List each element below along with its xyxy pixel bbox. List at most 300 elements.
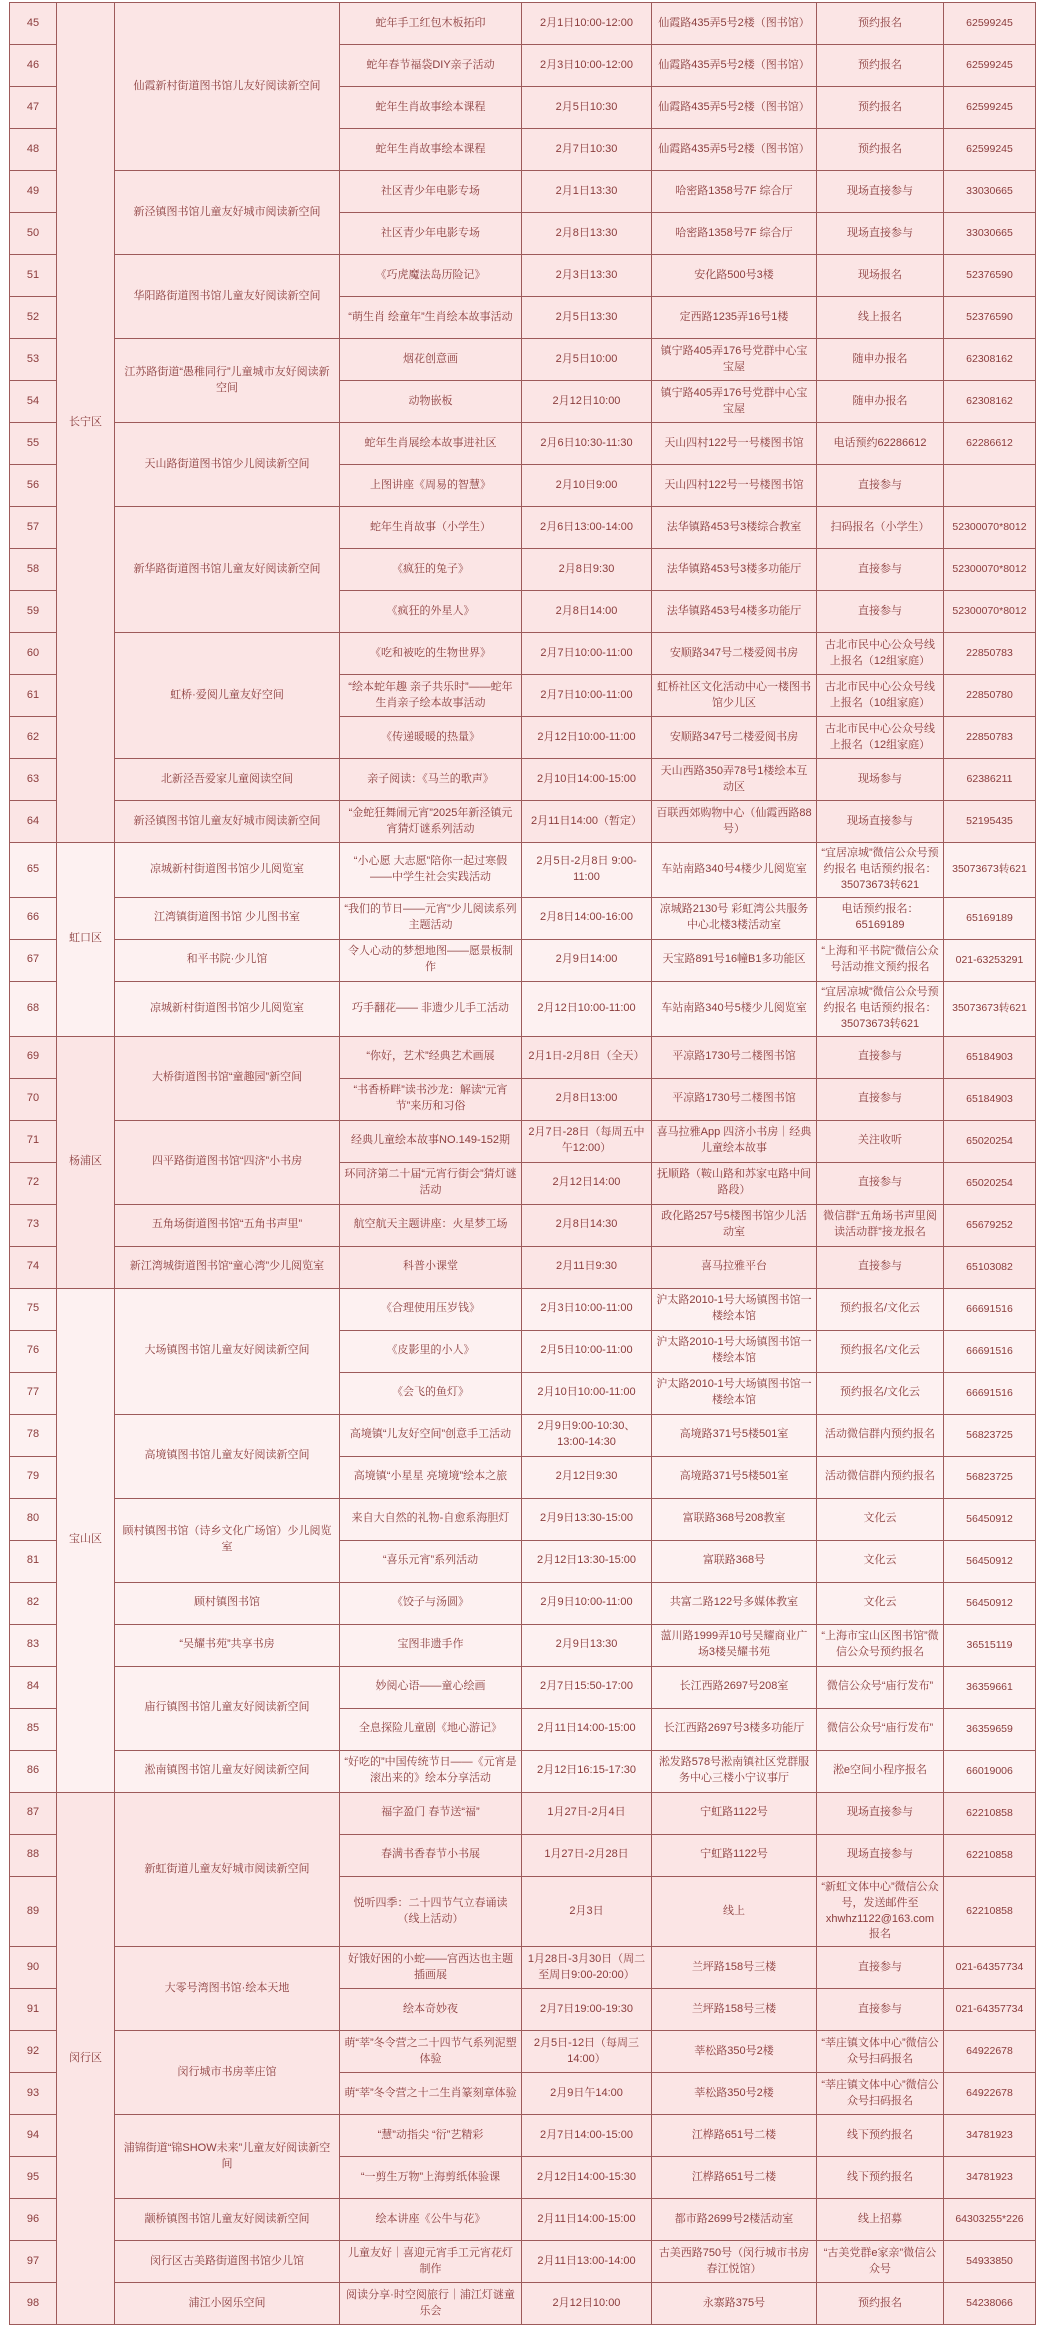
row-number-cell: 94	[10, 2115, 57, 2157]
activity-cell: 动物嵌板	[340, 381, 522, 423]
table-row	[10, 255, 1036, 297]
registration-cell: 微信公众号“庙行发布”	[817, 1708, 944, 1750]
location-cell: 都市路2699号2楼活动室	[652, 2199, 817, 2241]
phone-cell: 64922678	[944, 2031, 1036, 2073]
location-cell: 古美西路750号（闵行城市书房春江悦馆）	[652, 2241, 817, 2283]
time-cell: 2月9日13:30-15:00	[522, 1498, 652, 1540]
row-number-cell: 58	[10, 549, 57, 591]
row-number-cell: 92	[10, 2031, 57, 2073]
registration-cell: 古北市民中心公众号线上报名（12组家庭）	[817, 717, 944, 759]
location-cell: 虹桥社区文化活动中心一楼图书馆少儿区	[652, 675, 817, 717]
time-cell: 2月12日10:00-11:00	[522, 981, 652, 1036]
location-cell: 喜马拉雅App 四济小书房｜经典儿童绘本故事	[652, 1120, 817, 1162]
registration-cell: 预约报名	[817, 3, 944, 45]
row-number-cell: 50	[10, 213, 57, 255]
row-number-cell: 79	[10, 1456, 57, 1498]
phone-cell: 52300070*8012	[944, 591, 1036, 633]
venue-cell: 和平书院·少儿馆	[115, 939, 340, 981]
activity-cell: 巧手翻花—— 非遗少儿手工活动	[340, 981, 522, 1036]
activity-cell: 环同济第二十届“元宵行街会”猜灯谜活动	[340, 1162, 522, 1204]
venue-cell: 浦江小囡乐空间	[115, 2283, 340, 2325]
phone-cell: 36359661	[944, 1666, 1036, 1708]
activity-cell: 绘本讲座《公牛与花》	[340, 2199, 522, 2241]
time-cell: 2月7日15:50-17:00	[522, 1666, 652, 1708]
venue-cell: 虹桥·爱阅儿童友好空间	[115, 633, 340, 759]
row-number-cell: 54	[10, 381, 57, 423]
phone-cell: 22850780	[944, 675, 1036, 717]
phone-cell: 65679252	[944, 1204, 1036, 1246]
location-cell: 宁虹路1122号	[652, 1834, 817, 1876]
phone-cell: 65020254	[944, 1162, 1036, 1204]
phone-cell: 33030665	[944, 213, 1036, 255]
phone-cell: 35073673转621	[944, 981, 1036, 1036]
activity-cell: 航空航天主题讲座：火星梦工场	[340, 1204, 522, 1246]
location-cell: 喜马拉雅平台	[652, 1246, 817, 1288]
row-number-cell: 55	[10, 423, 57, 465]
location-cell: 淞发路578号淞南镇社区党群服务中心三楼小宁议事厅	[652, 1750, 817, 1792]
location-cell: 车站南路340号5楼少儿阅览室	[652, 981, 817, 1036]
table-row	[10, 759, 1036, 801]
time-cell: 2月12日16:15-17:30	[522, 1750, 652, 1792]
district-cell: 杨浦区	[57, 1036, 115, 1288]
phone-cell: 66691516	[944, 1330, 1036, 1372]
registration-cell: 直接参与	[817, 1989, 944, 2031]
row-number-cell: 72	[10, 1162, 57, 1204]
phone-cell: 62210858	[944, 1876, 1036, 1947]
phone-cell: 021-63253291	[944, 939, 1036, 981]
time-cell: 2月1日10:00-12:00	[522, 3, 652, 45]
row-number-cell: 70	[10, 1078, 57, 1120]
registration-cell: 线上报名	[817, 297, 944, 339]
registration-cell: “古美党群e家亲”微信公众号	[817, 2241, 944, 2283]
activity-cell: 萌“莘”冬令营之二十四节气系列泥塑体验	[340, 2031, 522, 2073]
activity-cell: 社区青少年电影专场	[340, 171, 522, 213]
row-number-cell: 61	[10, 675, 57, 717]
venue-cell: 华阳路街道图书馆儿童友好阅读新空间	[115, 255, 340, 339]
phone-cell: 021-64357734	[944, 1947, 1036, 1989]
venue-cell: 浦锦街道“锦SHOW未来”儿童友好阅读新空间	[115, 2115, 340, 2199]
row-number-cell: 76	[10, 1330, 57, 1372]
table-body	[10, 3, 1036, 2325]
registration-cell: 预约报名	[817, 45, 944, 87]
location-cell: 长江西路2697号208室	[652, 1666, 817, 1708]
venue-cell: 闵行城市书房莘庄馆	[115, 2031, 340, 2115]
registration-cell: 线下预约报名	[817, 2157, 944, 2199]
venue-cell: 顾村镇图书馆	[115, 1582, 340, 1624]
row-number-cell: 97	[10, 2241, 57, 2283]
time-cell: 2月5日13:30	[522, 297, 652, 339]
table-row	[10, 1414, 1036, 1456]
phone-cell: 33030665	[944, 171, 1036, 213]
activity-cell: 蛇年春节福袋DIY亲子活动	[340, 45, 522, 87]
row-number-cell: 93	[10, 2073, 57, 2115]
phone-cell: 66691516	[944, 1288, 1036, 1330]
activity-cell: 高境镇“小星星 亮境境”绘本之旅	[340, 1456, 522, 1498]
phone-cell: 65169189	[944, 897, 1036, 939]
registration-cell: 现场直接参与	[817, 213, 944, 255]
phone-cell: 34781923	[944, 2115, 1036, 2157]
time-cell: 2月8日14:00	[522, 591, 652, 633]
location-cell: 抚顺路（鞍山路和苏家屯路中间路段）	[652, 1162, 817, 1204]
activity-cell: 上图讲座《周易的智慧》	[340, 465, 522, 507]
location-cell: 仙霞路435弄5号2楼（图书馆）	[652, 129, 817, 171]
table-row	[10, 1288, 1036, 1330]
phone-cell: 65103082	[944, 1246, 1036, 1288]
activity-cell: 阅读分享·时空阅旅行｜浦江灯谜童乐会	[340, 2283, 522, 2325]
time-cell: 2月11日9:30	[522, 1246, 652, 1288]
table-row	[10, 1624, 1036, 1666]
row-number-cell: 63	[10, 759, 57, 801]
district-cell: 宝山区	[57, 1288, 115, 1792]
registration-cell: 直接参与	[817, 1078, 944, 1120]
children-reading-events-table	[9, 2, 1036, 2325]
table-row	[10, 843, 1036, 898]
location-cell: 凉城路2130号 彩虹湾公共服务中心北楼3楼活动室	[652, 897, 817, 939]
activity-cell: 《吃和被吃的生物世界》	[340, 633, 522, 675]
row-number-cell: 62	[10, 717, 57, 759]
location-cell: 平凉路1730号二楼图书馆	[652, 1078, 817, 1120]
time-cell: 2月6日13:00-14:00	[522, 507, 652, 549]
activity-cell: 《皮影里的小人》	[340, 1330, 522, 1372]
time-cell: 2月12日9:30	[522, 1456, 652, 1498]
registration-cell: “宜居凉城”微信公众号预约报名 电话预约报名：35073673转621	[817, 981, 944, 1036]
phone-cell: 65184903	[944, 1078, 1036, 1120]
table-row	[10, 2031, 1036, 2073]
time-cell: 2月3日13:30	[522, 255, 652, 297]
activity-cell: 来自大自然的礼物-自愈系海胆灯	[340, 1498, 522, 1540]
phone-cell: 66691516	[944, 1372, 1036, 1414]
registration-cell: 活动微信群内预约报名	[817, 1414, 944, 1456]
phone-cell: 56823725	[944, 1414, 1036, 1456]
location-cell: 高境路371号5楼501室	[652, 1456, 817, 1498]
row-number-cell: 51	[10, 255, 57, 297]
location-cell: 兰坪路158号三楼	[652, 1947, 817, 1989]
activity-cell: “慧”动指尖 “衍”艺精彩	[340, 2115, 522, 2157]
time-cell: 2月5日10:00-11:00	[522, 1330, 652, 1372]
time-cell: 2月3日	[522, 1876, 652, 1947]
phone-cell: 65184903	[944, 1036, 1036, 1078]
registration-cell: “莘庄镇文体中心”微信公众号扫码报名	[817, 2073, 944, 2115]
row-number-cell: 74	[10, 1246, 57, 1288]
registration-cell: “上海和平书院”微信公众号活动推文预约报名	[817, 939, 944, 981]
location-cell: 安顺路347号二楼爱阅书房	[652, 717, 817, 759]
activity-cell: 妙阅心语——童心绘画	[340, 1666, 522, 1708]
activity-cell: “金蛇狂舞闹元宵”2025年新泾镇元宵猜灯谜系列活动	[340, 801, 522, 843]
activity-cell: 经典儿童绘本故事NO.149-152期	[340, 1120, 522, 1162]
time-cell: 2月3日10:00-11:00	[522, 1288, 652, 1330]
location-cell: 仙霞路435弄5号2楼（图书馆）	[652, 3, 817, 45]
time-cell: 2月12日14:00-15:30	[522, 2157, 652, 2199]
time-cell: 2月10日14:00-15:00	[522, 759, 652, 801]
registration-cell: 直接参与	[817, 591, 944, 633]
row-number-cell: 87	[10, 1792, 57, 1834]
time-cell: 2月9日午14:00	[522, 2073, 652, 2115]
registration-cell: 现场参与	[817, 759, 944, 801]
registration-cell: 预约报名/文化云	[817, 1330, 944, 1372]
phone-cell: 62386211	[944, 759, 1036, 801]
registration-cell: 现场直接参与	[817, 801, 944, 843]
phone-cell	[944, 465, 1036, 507]
time-cell: 2月7日10:00-11:00	[522, 675, 652, 717]
table-row	[10, 981, 1036, 1036]
row-number-cell: 75	[10, 1288, 57, 1330]
time-cell: 2月11日14:00-15:00	[522, 1708, 652, 1750]
activity-cell: 《疯狂的外星人》	[340, 591, 522, 633]
location-cell: 莘松路350号2楼	[652, 2073, 817, 2115]
venue-cell: 大场镇图书馆儿童友好阅读新空间	[115, 1288, 340, 1414]
venue-cell: 闵行区古美路街道图书馆少儿馆	[115, 2241, 340, 2283]
time-cell: 2月12日10:00-11:00	[522, 717, 652, 759]
registration-cell: 文化云	[817, 1498, 944, 1540]
activity-cell: 儿童友好｜喜迎元宵手工元宵花灯制作	[340, 2241, 522, 2283]
activity-cell: 《疯狂的兔子》	[340, 549, 522, 591]
time-cell: 2月9日14:00	[522, 939, 652, 981]
venue-cell: 高境镇图书馆儿童友好阅读新空间	[115, 1414, 340, 1498]
time-cell: 2月11日14:00-15:00	[522, 2199, 652, 2241]
activity-cell: 高境镇“儿友好空间”创意手工活动	[340, 1414, 522, 1456]
time-cell: 2月7日19:00-19:30	[522, 1989, 652, 2031]
table-row	[10, 423, 1036, 465]
time-cell: 1月27日-2月4日	[522, 1792, 652, 1834]
row-number-cell: 67	[10, 939, 57, 981]
activity-cell: 《合理使用压岁钱》	[340, 1288, 522, 1330]
row-number-cell: 84	[10, 1666, 57, 1708]
registration-cell: 直接参与	[817, 1036, 944, 1078]
row-number-cell: 69	[10, 1036, 57, 1078]
registration-cell: 随申办报名	[817, 381, 944, 423]
activity-cell: 蛇年生肖故事绘本课程	[340, 129, 522, 171]
activity-cell: 宝图非遗手作	[340, 1624, 522, 1666]
location-cell: 天山四村122号一号楼图书馆	[652, 465, 817, 507]
location-cell: 镇宁路405弄176号党群中心宝宝屋	[652, 339, 817, 381]
activity-cell: 《巧虎魔法岛历险记》	[340, 255, 522, 297]
phone-cell: 62286612	[944, 423, 1036, 465]
row-number-cell: 46	[10, 45, 57, 87]
registration-cell: “莘庄镇文体中心”微信公众号扫码报名	[817, 2031, 944, 2073]
time-cell: 2月5日10:00	[522, 339, 652, 381]
row-number-cell: 66	[10, 897, 57, 939]
registration-cell: 电话预约62286612	[817, 423, 944, 465]
phone-cell: 64303255*226	[944, 2199, 1036, 2241]
activity-cell: 萌“莘”冬令营之十二生肖篆刻章体验	[340, 2073, 522, 2115]
time-cell: 2月8日9:30	[522, 549, 652, 591]
registration-cell: 文化云	[817, 1540, 944, 1582]
time-cell: 2月6日10:30-11:30	[522, 423, 652, 465]
registration-cell: 微信公众号“庙行发布”	[817, 1666, 944, 1708]
location-cell: 仙霞路435弄5号2楼（图书馆）	[652, 87, 817, 129]
row-number-cell: 56	[10, 465, 57, 507]
activity-cell: “萌生肖 绘童年”生肖绘本故事活动	[340, 297, 522, 339]
table-row	[10, 633, 1036, 675]
registration-cell: 微信群“五角场书声里阅读活动群”接龙报名	[817, 1204, 944, 1246]
registration-cell: 直接参与	[817, 465, 944, 507]
time-cell: 1月27日-2月28日	[522, 1834, 652, 1876]
location-cell: 定西路1235弄16号1楼	[652, 297, 817, 339]
registration-cell: 直接参与	[817, 1162, 944, 1204]
table-row	[10, 939, 1036, 981]
table-row	[10, 1750, 1036, 1792]
location-cell: 天宝路891号16幢B1多功能区	[652, 939, 817, 981]
location-cell: 安化路500号3楼	[652, 255, 817, 297]
phone-cell: 64922678	[944, 2073, 1036, 2115]
row-number-cell: 82	[10, 1582, 57, 1624]
location-cell: 兰坪路158号三楼	[652, 1989, 817, 2031]
phone-cell: 62599245	[944, 3, 1036, 45]
phone-cell: 65020254	[944, 1120, 1036, 1162]
phone-cell: 62599245	[944, 129, 1036, 171]
table-row	[10, 2199, 1036, 2241]
row-number-cell: 60	[10, 633, 57, 675]
time-cell: 2月12日10:00	[522, 381, 652, 423]
activity-cell: “小心愿 大志愿”陪你一起过寒假 ——中学生社会实践活动	[340, 843, 522, 898]
time-cell: 2月7日-28日（每周五中午12:00）	[522, 1120, 652, 1162]
activity-cell: 悦听四季：二十四节气立春诵读（线上活动）	[340, 1876, 522, 1947]
activity-cell: 春满书香春节小书展	[340, 1834, 522, 1876]
activity-cell: 全息探险儿童剧《地心游记》	[340, 1708, 522, 1750]
phone-cell: 52376590	[944, 297, 1036, 339]
venue-cell: 颛桥镇图书馆儿童友好阅读新空间	[115, 2199, 340, 2241]
time-cell: 2月1日13:30	[522, 171, 652, 213]
phone-cell: 56823725	[944, 1456, 1036, 1498]
time-cell: 2月8日14:30	[522, 1204, 652, 1246]
activity-cell: 福字盈门 春节送“福”	[340, 1792, 522, 1834]
row-number-cell: 95	[10, 2157, 57, 2199]
venue-cell: 仙霞新村街道图书馆儿友好阅读新空间	[115, 3, 340, 171]
activity-cell: 科普小课堂	[340, 1246, 522, 1288]
table-row	[10, 1582, 1036, 1624]
phone-cell: 62599245	[944, 45, 1036, 87]
table-row	[10, 1498, 1036, 1540]
district-cell: 虹口区	[57, 843, 115, 1037]
location-cell: 法华镇路453号4楼多功能厅	[652, 591, 817, 633]
venue-cell: 新泾镇图书馆儿童友好城市阅读新空间	[115, 171, 340, 255]
location-cell: 平凉路1730号二楼图书馆	[652, 1036, 817, 1078]
registration-cell: 关注收听	[817, 1120, 944, 1162]
row-number-cell: 78	[10, 1414, 57, 1456]
time-cell: 2月11日14:00（暂定）	[522, 801, 652, 843]
venue-cell: 新虹街道儿童友好城市阅读新空间	[115, 1792, 340, 1947]
location-cell: 蕰川路1999弄10号吴耀商业广场3楼吴耀书苑	[652, 1624, 817, 1666]
registration-cell: 预约报名/文化云	[817, 1372, 944, 1414]
table-row	[10, 1036, 1036, 1078]
location-cell: 富联路368号208教室	[652, 1498, 817, 1540]
location-cell: 沪太路2010-1号大场镇图书馆一楼绘本馆	[652, 1330, 817, 1372]
location-cell: 长江西路2697号3楼多功能厅	[652, 1708, 817, 1750]
table-row	[10, 1204, 1036, 1246]
row-number-cell: 96	[10, 2199, 57, 2241]
venue-cell: 新泾镇图书馆儿童友好城市阅读新空间	[115, 801, 340, 843]
location-cell: 哈密路1358号7F 综合厅	[652, 213, 817, 255]
registration-cell: 现场报名	[817, 255, 944, 297]
phone-cell: 22850783	[944, 633, 1036, 675]
location-cell: 仙霞路435弄5号2楼（图书馆）	[652, 45, 817, 87]
district-cell: 闵行区	[57, 1792, 115, 2325]
location-cell: 百联西郊购物中心（仙霞西路88号）	[652, 801, 817, 843]
location-cell: 富联路368号	[652, 1540, 817, 1582]
location-cell: 线上	[652, 1876, 817, 1947]
venue-cell: 大零号湾图书馆·绘本天地	[115, 1947, 340, 2031]
time-cell: 2月8日13:00	[522, 1078, 652, 1120]
row-number-cell: 73	[10, 1204, 57, 1246]
venue-cell: 新江湾城街道图书馆“童心湾”少儿阅览室	[115, 1246, 340, 1288]
registration-cell: 预约报名	[817, 2283, 944, 2325]
phone-cell: 56450912	[944, 1582, 1036, 1624]
location-cell: 哈密路1358号7F 综合厅	[652, 171, 817, 213]
district-cell: 长宁区	[57, 3, 115, 843]
table-row	[10, 2283, 1036, 2325]
activity-cell: 《饺子与汤圆》	[340, 1582, 522, 1624]
phone-cell: 52300070*8012	[944, 507, 1036, 549]
phone-cell: 56450912	[944, 1498, 1036, 1540]
activity-cell: “好吃的”中国传统节日——《元宵是滚出来的》绘本分享活动	[340, 1750, 522, 1792]
time-cell: 2月5日10:30	[522, 87, 652, 129]
table-row	[10, 3, 1036, 45]
registration-cell: 现场直接参与	[817, 1834, 944, 1876]
location-cell: 法华镇路453号3楼多功能厅	[652, 549, 817, 591]
registration-cell: 活动微信群内预约报名	[817, 1456, 944, 1498]
time-cell: 2月12日14:00	[522, 1162, 652, 1204]
venue-cell: 顾村镇图书馆（诗乡文化广场馆）少儿阅览室	[115, 1498, 340, 1582]
phone-cell: 52195435	[944, 801, 1036, 843]
registration-cell: 直接参与	[817, 1246, 944, 1288]
row-number-cell: 48	[10, 129, 57, 171]
registration-cell: 古北市民中心公众号线上报名（12组家庭）	[817, 633, 944, 675]
time-cell: 2月11日13:00-14:00	[522, 2241, 652, 2283]
time-cell: 2月3日10:00-12:00	[522, 45, 652, 87]
venue-cell: 北新泾吾爱家儿童阅读空间	[115, 759, 340, 801]
table-row	[10, 897, 1036, 939]
row-number-cell: 52	[10, 297, 57, 339]
row-number-cell: 65	[10, 843, 57, 898]
table-row	[10, 2115, 1036, 2157]
registration-cell: 随申办报名	[817, 339, 944, 381]
phone-cell: 66019006	[944, 1750, 1036, 1792]
registration-cell: 现场直接参与	[817, 171, 944, 213]
table-row	[10, 2241, 1036, 2283]
phone-cell: 62308162	[944, 339, 1036, 381]
time-cell: 2月8日13:30	[522, 213, 652, 255]
location-cell: 法华镇路453号3楼综合教室	[652, 507, 817, 549]
activity-cell: “喜乐元宵”系列活动	[340, 1540, 522, 1582]
registration-cell: 线下预约报名	[817, 2115, 944, 2157]
venue-cell: 四平路街道图书馆“四济”小书房	[115, 1120, 340, 1204]
venue-cell: 江苏路街道“愚稚同行”儿童城市友好阅读新空间	[115, 339, 340, 423]
phone-cell: 62210858	[944, 1834, 1036, 1876]
activity-cell: 令人心动的梦想地图——愿景板制作	[340, 939, 522, 981]
registration-cell: 预约报名	[817, 87, 944, 129]
phone-cell: 56450912	[944, 1540, 1036, 1582]
registration-cell: “宜居凉城”微信公众号预约报名 电话预约报名：35073673转621	[817, 843, 944, 898]
location-cell: 莘松路350号2楼	[652, 2031, 817, 2073]
activity-cell: 《传递暖暖的热量》	[340, 717, 522, 759]
phone-cell: 54933850	[944, 2241, 1036, 2283]
time-cell: 2月1日-2月8日（全天）	[522, 1036, 652, 1078]
location-cell: 天山西路350弄78号1楼绘本互动区	[652, 759, 817, 801]
time-cell: 2月9日9:00-10:30、13:00-14:30	[522, 1414, 652, 1456]
activity-cell: 《会飞的鱼灯》	[340, 1372, 522, 1414]
row-number-cell: 71	[10, 1120, 57, 1162]
row-number-cell: 89	[10, 1876, 57, 1947]
venue-cell: 江湾镇街道图书馆 少儿图书室	[115, 897, 340, 939]
location-cell: 高境路371号5楼501室	[652, 1414, 817, 1456]
activity-cell: 好饿好困的小蛇——宫西达也主题插画展	[340, 1947, 522, 1989]
row-number-cell: 45	[10, 3, 57, 45]
row-number-cell: 86	[10, 1750, 57, 1792]
table-row	[10, 171, 1036, 213]
row-number-cell: 88	[10, 1834, 57, 1876]
venue-cell: 凉城新村街道图书馆少儿阅览室	[115, 981, 340, 1036]
location-cell: 天山四村122号一号楼图书馆	[652, 423, 817, 465]
